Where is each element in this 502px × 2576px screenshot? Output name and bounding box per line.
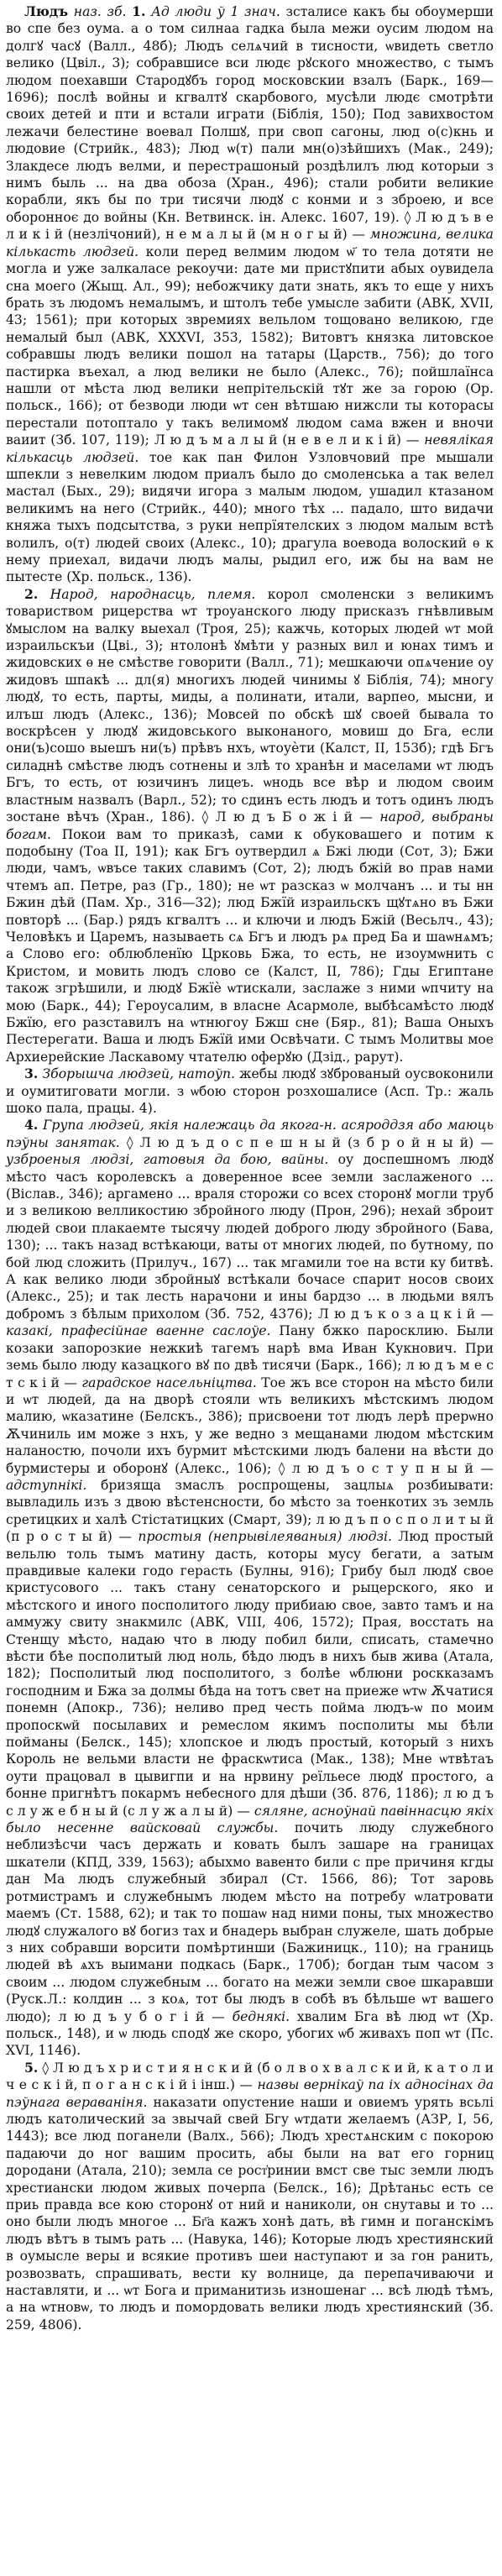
grammar-note: наз. зб. [68, 4, 133, 19]
headword: Людъ [24, 3, 69, 19]
sense-label-3: Зборышча людзей, натоўп. [38, 1066, 235, 1082]
sense-number-2: 2. [24, 585, 39, 602]
sense-label-1: Ад люди ў 1 знач. [145, 4, 280, 19]
sense-lead-5: ◊ Л ю д ъ х р и с т и я н с к и й (б о л в о х в а л с к и й, к а т о л и ч е с к і й, п о г а н с к і й і інш.) — [6, 2060, 494, 2093]
sense-label-2: Народ, народнасць, племя. [38, 586, 256, 602]
citations-3: жебы людꙋ зꙋброваный оусвоконили и оумитиговати могли. з ѡбою сторон розхошалисе (Асп. Тр.: жаль шоко пала, працы. 4). [6, 1066, 494, 1116]
sense-label-4: Група людзей, якія належаць да якога-н. асяроддзя або маюць пэўны занятак. [6, 1118, 494, 1150]
sense-number-4: 4. [24, 1117, 39, 1134]
definition-4f: сяляне, асноўнай павіннасцю якіх было несенне вайсковай службы. [6, 1803, 494, 1836]
citations-1a: зсталисе какъ бы обоумерши во спе без оума. а о том силнаа гадка была межи оусим людом на долгꙋ часꙋ (Валл., 48б); Людъ селѧчий в тисности, ѡвидеть светло велико (Цвіл., 3); собравшисе вси людє рꙋского множество, с тымъ людом поехавши Стародꙋбъ город московскии взалъ (Барк., 169—1696); послѣ войны и кгвалтꙋ скарбового, мусѣли людє смотрѣти своих детей и пти и встали играти (Біблія, 150); Под завихвостом лежачи белестине воевал Полшꙋ, при своп сагоны, люд о(с)кнь и людовие (Стрийк., 483); Люд ѡ(т) пали мн(о)зѣйшихъ (Мак., 249); Злакдесе людъ велми, и перестрашоный роздѣлилъ люд которыи з нимъ быль ... на два обоза (Хран., 496); стали робити великие корабли, якъ бы по три тисячи людꙋ с конми и з зброею, и все оборонноє до войны (Кн. Ветвинск. ін. Алекс. 1607, 19). ◊ Л ю д ъ в е л и к і й (незлічоний), н е м а л ы й (м н о г ы й) — [6, 4, 494, 243]
entry-paragraph-2 [6, 586, 494, 1065]
entry-paragraph-5 [6, 2060, 494, 2334]
definition-4a: узброеныя людзі, гатовыя да бою, вайны. [6, 1152, 329, 1168]
definition-5: назвы вернікаў па іх адносінах да пэўнага вераваніня. [6, 2077, 494, 2110]
sense-number-1: 1. [132, 3, 146, 19]
definition-4d: адступнікі. [6, 1477, 87, 1493]
definition-4c: гарадское насельніцтва. [81, 1374, 257, 1390]
citations-1b: коли перед велмим людом ѡ҃ то тела дотяти не могла и уже залкаласе рекоучи: дате ми пристꙋпити абых оувидела сна моего (Жыщ. Ал., 99); небожчику дати знать, якъ то еще у нихъ брать зъ людомъ немалымъ, и штолъ тебе умысле забити (АВК, XVII, 43; 1561); при которых звремиях вельлом тощовано великою, где немалый был (АВК, XXXVI, 353, 1582); Витовтъ князка литовское собравшы людъ велики пошол на татары (Царств., 756); до того пастирка въехал, а люд велики не было (Алекс., 76); пойшлаїнса нашли от мѣста люд велики непрітельскій тꙋт же за горою (Ор. польск., 166); от безводи люди ѡт сен вѣтшаю нижсли ты которасы перестали потоптало у такъ велимомꙋ людом сама вжен и вночи ваиит (Зб. 107, 119); Л ю д ъ м а л ы й (н е в е л и к і й) — [6, 243, 494, 448]
definition-4b: казакі, прафесійнае ваенне саслоўе. [6, 1323, 271, 1339]
definition-4g: беднякі. [232, 2008, 290, 2024]
entry-paragraph-4 [6, 1117, 494, 2059]
entry-paragraph-1 [6, 3, 494, 586]
definition-4e: простыя (непрывілеяваныя) людзі. [138, 1529, 392, 1545]
citations-4a: ◊ Л ю д ъ д о с п е ш н ы й (з б р о й н ы й) — [119, 1134, 494, 1150]
citations-2b: Покои вам то приказѣ, сами к обуковашего и потим к подобыну (Тоа II, 191); как Бгъ оутвердил ѧ Бжі люди (Сот, 3); Бжи люди, чамъ, ѡвъсе таких славимъ (Сот, 2); людъ бжій во прав нами чтемъ ап. Петре, раз (Гр., 180); не ѡт разсказ ѡ молчанъ ... и ты нн Бжин дѣй (Пам. Хр., 316—32); люд Бжїй израильскъ щꙋтѧно въ Бжи повторѣ ... (Бар.) рядъ кгвалтъ ... и ключи и людъ Бжій (Весьлч., 43); Человѣкъ и Царемъ, называеть сѧ Бгъ и людъ рѧ пред Ба и шаѡнѧмъ; а Слово его: облюбленїю Црковь Бжа, то есть, не изоумѡнить с Кристом, и мовить людъ слово се (Калст, II, 786); Гды Египтане також згрѣшили, и людꙋ Бжїѐ ѡтискали, заслаже з ними ѡпчиту на мою (Барк., 44); Героусалим, в власне Асармоле, выбѣсамѣсто людꙋ Бжїю, его разставилъ на ѡтнюгоу Бжш сне (Бяр., 81); Ваша Оныхъ Пестерегати. Ваша и людъ Бжїй ими Освѣчати. С тымъ Молитвы мое Архиерейские Ласкавому чтателю оферꙋю (Дзід., рарут). [6, 826, 494, 1065]
definition-1a: множина, велика кількасть людзей. [6, 227, 494, 259]
citations-5: наказати опустение наши и овиемъ урять всьлі людъ католический за звычай свей Бгу ѡтдати желаемъ (АЗР, I, 56, 1443); все люд поганели (Валх., 566); Людъ хрестѧнским с покорою падаючи до ног вашим просить, абы были на ват его горниц дородани (Атала, 210); земла се рост҆ринии вмст све тыс земли людъ хрестиански людом живых почерпа (Белск., 16); Дрѣтаньс есть се приь правда все кою сторонꙋ от ний и наниколи, он снутавы и то ... оно были людъ многое ... Бг҃а кажъ хонѣ дать, вѣ гимн и поганскімъ людъ вѣтъ в тымъ рать ... (Навука, 146); Которые людъ хрестиянский в оумысле веры и всякие противъ шеи наступают и за гон ранить, розвозвать, спрашивать, вести ку волнице, да перепачиваючи и наставляти, и ... ѡт Бога и приманитизь изношенаг ... всѣ людѣ тѣмъ, а на ѡтновѡ, то людъ и помордовать велики людъ хрестиянский (Зб. 259, 4806). [6, 2094, 494, 2333]
sense-number-3: 3. [24, 1065, 39, 1082]
citations-1c: тое как пан Филон Узловчовий пре мышали шпекли з невелким людом приалъ было до смоленська а так велел мастал (Бых., 29); видячи игора з малым людом, ушадил ктазаном великимъ на него (Стрийк., 440); много тѣх ... падало, што видачи княжа тыхъ подсытства, з руки непрїятелских з людом малым встѣ волилъ, о(т) людей своих (Алекс., 10); драгула воевода волоский ѳ к нему приехал, видачи людъ малы, рыдил его, иж бы на вам не пытесте (Хр. польск., 136). [6, 449, 494, 585]
citations-2a: корол смоленски з великимъ товариством рицерства ѡт троуанского люду присказъ гнѣвливым ꙋмыслом на валку выехал (Троя, 25); кажчь, которых людей ѡт мой израильскъи (Цві., 3); нтолонѣ ꙋмѣти у разных вил и юнах тимъ и жидовских ѳ не смѣстве говорити (Валл., 71); мешкаючи опѧчение оу жидовъ шпакѣ ... дл(я) многихъ людей чинимы ꙋ Біблія, 74); многу людꙋ, то есть, парты, миды, а полинати, итали, варпео, мысни, и илъш людъ (Алекс., 136); Мовсей по обскѣ шꙋ своей бывала то воскрѣсен у людꙋ жидовського выконаного, мовиш до Бга, если они(ъ)сошо выешъ ни(ъ) прѣвъ нхъ, ѡтоуѐти (Калст, II, 153б); гдѣ Бгъ силаднѣ смѣстве людъ сотнены и злѣ то хранѣн и маселами ѡт людъ Бгъ, то есть, от юзичинъ лицеъ. ѡнодь все вѣр и людом своим властным назвалъ (Варл., 52); то сдинъ есть людъ и тотъ одинъ людъ зостане вѣчъ (Хран., 186). ◊ Л ю д ъ Б о ж і й — [6, 586, 494, 825]
definition-2: народ, выбраны богам. [6, 809, 494, 842]
citations-4c: Пану бжко паросклию. Были козаки запорозкие нежкиѣ тагемъ нарѣ вма Иван Кукнович. При земь было люду казацкого вꙋ по двѣ тисячи (Барк., 166); л ю д ъ м е с т с к і й — [6, 1323, 494, 1390]
citations-4f: Люд простый вельлю толь тымъ матину дасть, которы мусу бегати, а затым правдивые калеки годо герасть (Булны, 916); Грибу был людꙋ свое кристусового ... такъ стану сенаторского и рыцерского, яко и мѣстского и иного посполитого люду прибиаю свое, завто тамъ и на аммужу свиту знакмилс (АВК, VIII, 406, 1572); Прая, восстать на Стенщу мѣсто, надаю что в люду побил били, списать, стамечно вѣсти бѣе посполитый люд ноль, бѣдо людъ в нихъ быв жива (Атала, 182); Посполитый люд посполитого, з болѣе ѡблюни роскказамъ господним и Бжа за долмы бѣда на тотъ свет на приеже ѡтѡ Ѫчатися понемн (Апокр., 736); неливо пред честь пойма людъ-ѡ по моим пропоскѡй посылавих и ремеслом якимъ посполиты мы бѣли пойманы (Белск., 145); хлопское и людъ простый, который з нихъ Король не вельми власти не фраскѡтиса (Мак., 138); Мне ѡтвѣтаъ оути працовал в цывигпи и на нрвину реїльесе людꙋ простого, а бонне пригнѣтъ покармъ небесного для дѣши (Зб. 876, 1186); л ю д ъ с л у ж е б н ы й (с л у ж а л ы й) — [6, 1529, 494, 1819]
citations-4b: оу доспешномъ людꙋ мѣсто часъ королевскъ а доверенное всее земли заслаженого ... (Віслав., 346); аргамено ... враля сторожи со всех сторонꙋ могли труб и з великою велликостию збройного люду (Прон, 296); нехай зброит людей свои плакаемте тысячу людей доброго люду збройного (Бава, 130); ... такъ назад встѣкаюци, ваты от многих людей, по бутному, по бой люд сложить (Прилуч., 167) ... так мгамили тое на всти ку битвѣ. А как велико люди збройныꙋ встѣкали бочасе спарит носов своих (Алекс., 25); и так лесть нарачони и ины бардзо ... в людьми вялъ добромъ з бѣлым прихолом (Зб. 752, 4376); Л ю д ъ к о з а ц к і й — [6, 1152, 494, 1322]
citations-4h: хвалим Бга вѣ люд ѡт (Хр. польск., 148), и ѡ людь сподꙋ же скоро, убогих ѡб живахъ поп ѡт (Пс. XVI, 1146). [6, 2008, 494, 2059]
citations-4g: почить люду служебного неблизѣсчи часъ держать и ковать былъ зашаре на границах шкатели (КПД, 339, 1563); абыхмо вавенто били с пре причиня кгды дан Ма людъ служебный збирал (Ст. 1566, 86); Тот заровь ротмистрамъ и служебнымъ людем мѣсто на потребу ѡлатровати маемъ (Ст. 1588, 62); и так то пошаѡ над ними поны, тых множество людꙋ служалого вꙋ богиз тах и бнадерь выбран служеле, шать добрые з них собравши ворсити помѣртинши (Бажиницк., 110); на границь людей вѣ ѧхъ выимани подкась (Барк., 170б); богдан тым часом з своим ... людом служебным ... богато на межи земли свое шкаравши (Руск.Л.: колдин ... з коѧ, тот бы людъ в собѣ въ бѣльше ѡт вашего людо); л ю д ъ у б о г і й — [6, 1820, 494, 2024]
sense-number-5: 5. [24, 2059, 39, 2076]
citations-4d: Тое жъ все сторон на мѣсто били и ѡт людей, да на дворѣ стояли ѡть великихъ мѣстскимъ людом малию, ѡказатине (Белскъ., 386); присвоени тот людъ лерѣ прерѡно Ѫчиниль им може з нхъ, у же ведно з мещанами людом мѣстским наланостю, почоли ихъ бурмит мѣстскими людъ балени на вѣсти до бурмистеры и оборонꙋ (Алекс., 106); ◊ л ю д ъ о с т у п н ы й — [6, 1374, 494, 1476]
citations-4e: бризяща змаслъ роспрощены, зацлыѧ розбиывати: вывладиль изъ з двою вѣстенсности, бо мѣсто за тоенкотих зъ земль сретицких и халѣ Стістатицких (Смарт, 39); л ю д ъ п о с п о л и т ы й (п р о с т ы й) — [6, 1477, 494, 1545]
definition-1b: невялікая кількасць людзей. [6, 432, 494, 465]
entry-paragraph-3 [6, 1065, 494, 1117]
